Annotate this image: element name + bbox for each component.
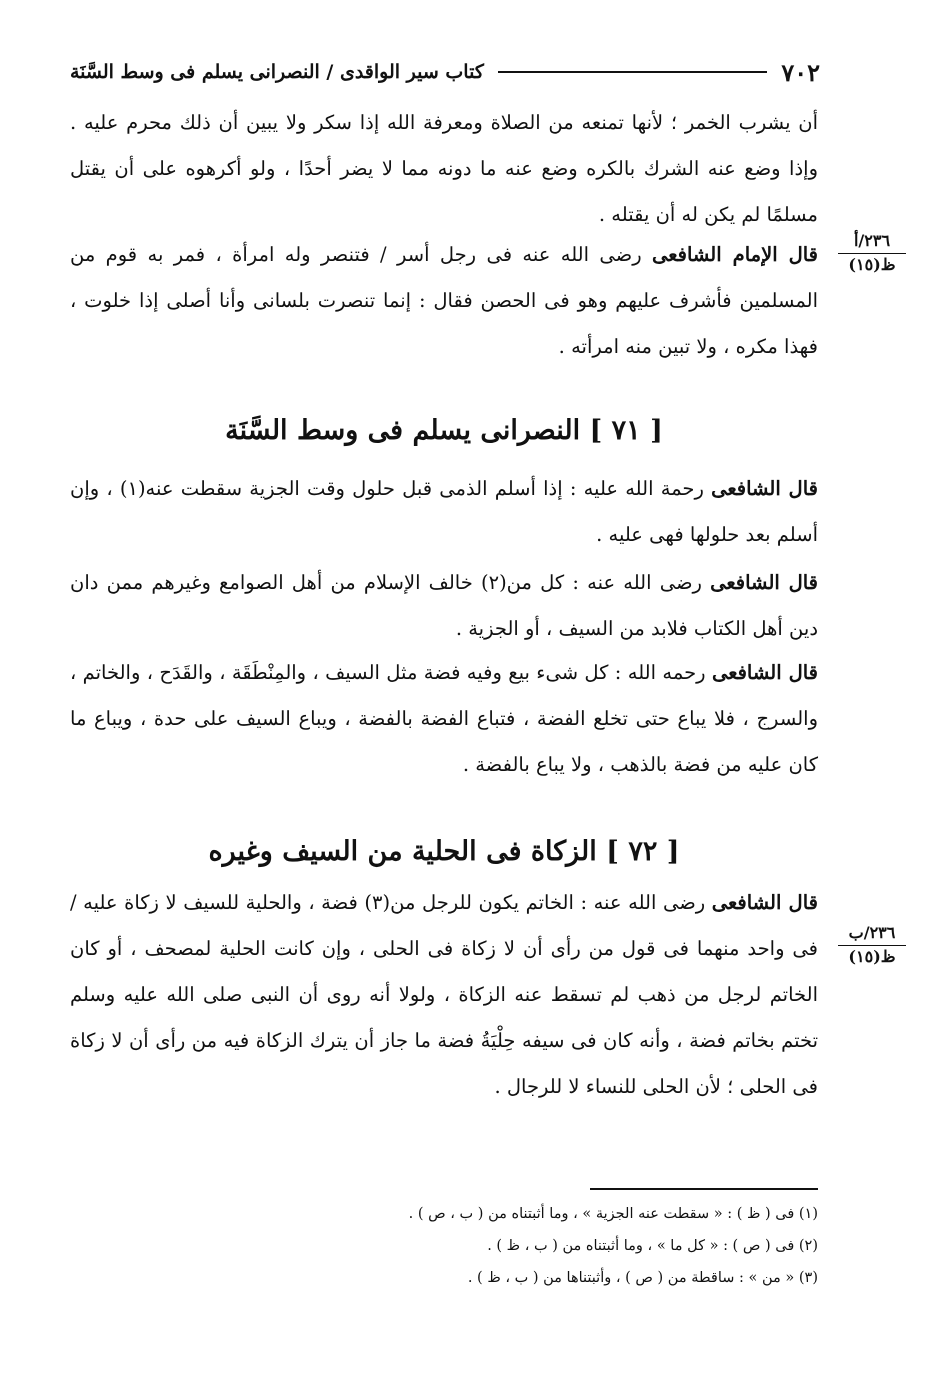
paragraph-lead: قال الشافعى [711, 891, 818, 914]
paragraph-text: رضى الله عنه : كل من(٢) خالف الإسلام من أهل الصوامع وغيرهم ممن دان دين أهل الكتاب فلابد من السيف ، أو الجزية . [70, 571, 818, 640]
paragraph-6 [70, 880, 818, 1110]
margin-folio-note [838, 230, 906, 276]
section-heading-72: [ ٧٢ ] الزكاة فى الحلية من السيف وغيره [208, 836, 680, 867]
page-header [70, 55, 820, 89]
manuscript-siglum: ظ(١٥) [848, 255, 896, 274]
manuscript-siglum: ظ(١٥) [848, 947, 896, 966]
header-rule [498, 71, 767, 73]
paragraph-text: أن يشرب الخمر ؛ لأنها تمنعه من الصلاة ومعرفة الله إذا سكر ولا يبين أن ذلك محرم عليه . وإذا وضع عنه الشرك بالكره وضع عنه ما دونه مما لا يضر أحدًا ، ولو أكرهوه على أن يقتل مسلمًا لم يكن له أن يقتله . [70, 111, 818, 226]
running-title: كتاب سير الواقدى / النصرانى يسلم فى وسط السَّنَة [70, 61, 484, 83]
paragraph-3 [70, 466, 818, 558]
page-number: ٧٠٢ [781, 57, 820, 87]
footnote-1: (١) فى ( ظ ) : « سقطت عنه الجزية » ، وما أثبتناه من ( ب ، ص ) . [408, 1206, 818, 1222]
folio-number: ٢٣٦/ب [838, 922, 906, 946]
footnote-2: (٢) فى ( ص ) : « كل ما » ، وما أثبتناه من ( ب ، ظ ) . [487, 1238, 818, 1254]
footnote-separator [590, 1188, 818, 1190]
paragraph-lead: قال الإمام الشافعى [651, 243, 819, 266]
paragraph-lead: قال الشافعى [711, 477, 818, 500]
paragraph-text: رحمة الله عليه : إذا أسلم الذمى قبل حلول وقت الجزية سقطت عنه(١) ، وإن أسلم بعد حلولها فهى عليه . [70, 477, 818, 546]
paragraph-4 [70, 560, 818, 652]
paragraph-text: رضى الله عنه : الخاتم يكون للرجل من(٣) فضة ، والحلية للسيف لا زكاة عليه / فى واحد منهما فى قول من رأى أن لا زكاة فى الحلى ، وإن كانت الحلية لمصحف ، أو كان الخاتم لرجل من ذهب لم تسقط عنه الزكاة ، ولولا أنه روى أن النبى صلى الله عليه وسلم تختم بخاتم فضة ، وأنه كان فى سيفه حِلْيَةُ فضة ما جاز أن يترك الزكاة فيه من رأى أن لا زكاة فى الحلى ؛ لأن الحلى للنساء لا للرجال . [70, 891, 818, 1098]
paragraph-1 [70, 100, 818, 238]
footnote-3: (٣) « من » : ساقطة من ( ص ) ، وأثبتناها من ( ب ، ظ ) . [467, 1270, 818, 1286]
footnotes [300, 1198, 818, 1294]
margin-folio-note [838, 922, 906, 968]
folio-number: ٢٣٦/أ [838, 230, 906, 254]
paragraph-text: رضى الله عنه فى رجل أسر / فتنصر وله امرأة ، فمر به قوم من المسلمين فأشرف عليهم وهو فى الحصن فقال : إنما تنصرت بلسانى وأنا أصلى إذا خلوت ، فهذا مكره ، ولا تبين منه امرأته . [70, 243, 818, 358]
paragraph-2 [70, 232, 818, 370]
paragraph-text: رحمه الله : كل شىء بيع وفيه فضة مثل السيف ، والمِنْطَقَة ، والقَدَح ، والخاتم ، والسرج ، فلا يباع حتى تخلع الفضة ، فتباع الفضة بالفضة ، ويباع السيف على حدة ، ويباع ما كان عليه من فضة بالذهب ، ولا يباع بالفضة . [70, 661, 818, 776]
paragraph-5 [70, 650, 818, 788]
paragraph-lead: قال الشافعى [710, 571, 819, 594]
paragraph-lead: قال الشافعى [711, 661, 818, 684]
section-heading-71: [ ٧١ ] النصرانى يسلم فى وسط السَّنَة [225, 415, 663, 446]
